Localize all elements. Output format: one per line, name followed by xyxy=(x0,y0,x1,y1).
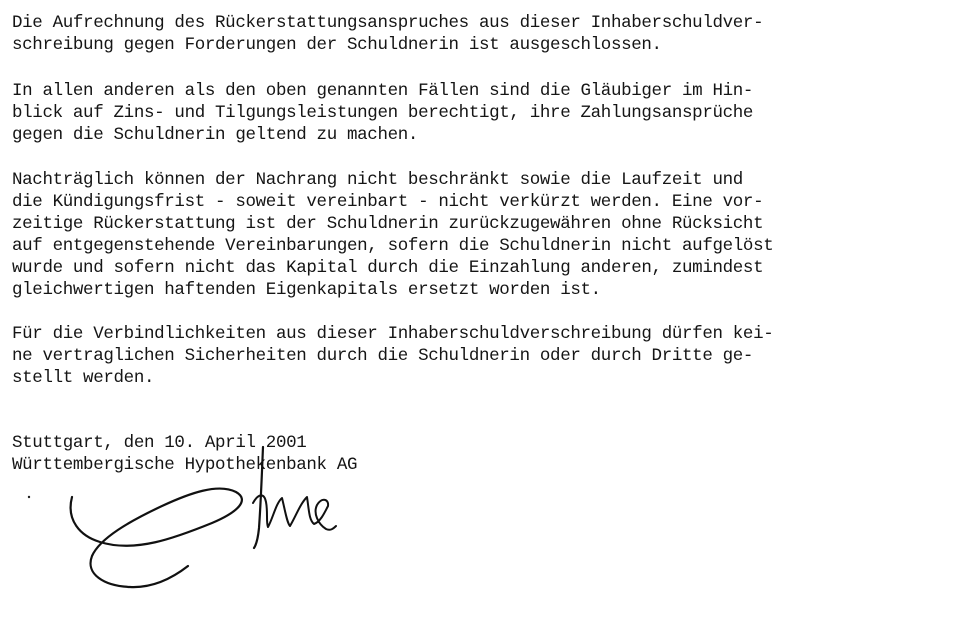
paragraph-no-collateral xyxy=(12,323,773,389)
text-line: wurde und sofern nicht das Kapital durch die Einzahlung anderen, zumindest xyxy=(12,258,764,278)
text-line: zeitige Rückerstattung ist der Schuldnerin zurückzugewähren ohne Rücksicht xyxy=(12,214,764,234)
text-line: Für die Verbindlichkeiten aus dieser Inhaberschuldverschreibung dürfen kei- xyxy=(12,324,774,344)
text-line: ne vertraglichen Sicherheiten durch die Schuldnerin oder durch Dritte ge- xyxy=(12,346,754,366)
text-line: Die Aufrechnung des Rückerstattungsanspruches aus dieser Inhaberschuldver- xyxy=(12,13,764,33)
issuer-name: Württembergische Hypothekenbank AG xyxy=(12,455,358,475)
place-date: Stuttgart, den 10. April 2001 xyxy=(12,433,307,453)
text-line: Nachträglich können der Nachrang nicht beschränkt sowie die Laufzeit und xyxy=(12,170,743,190)
signature-block xyxy=(12,432,357,476)
text-line: In allen anderen als den oben genannten Fällen sind die Gläubiger im Hin- xyxy=(12,81,754,101)
paragraph-creditor-rights xyxy=(12,80,753,146)
text-line: stellt werden. xyxy=(12,368,155,388)
text-line: die Kündigungsfrist - soweit vereinbart - nicht verkürzt werden. Eine vor- xyxy=(12,192,764,212)
text-line: schreibung gegen Forderungen der Schuldnerin ist ausgeschlossen. xyxy=(12,35,662,55)
handwritten-signature-left-icon xyxy=(28,489,242,588)
text-line: blick auf Zins- und Tilgungsleistungen berechtigt, ihre Zahlungsansprüche xyxy=(12,103,754,123)
text-line: auf entgegenstehende Vereinbarungen, sofern die Schuldnerin nicht aufgelöst xyxy=(12,236,774,256)
text-line: gleichwertigen haftenden Eigenkapitals ersetzt worden ist. xyxy=(12,280,601,300)
paragraph-subordination-terms xyxy=(12,169,773,301)
text-line: gegen die Schuldnerin geltend zu machen. xyxy=(12,125,419,145)
paragraph-set-off-clause xyxy=(12,12,763,56)
